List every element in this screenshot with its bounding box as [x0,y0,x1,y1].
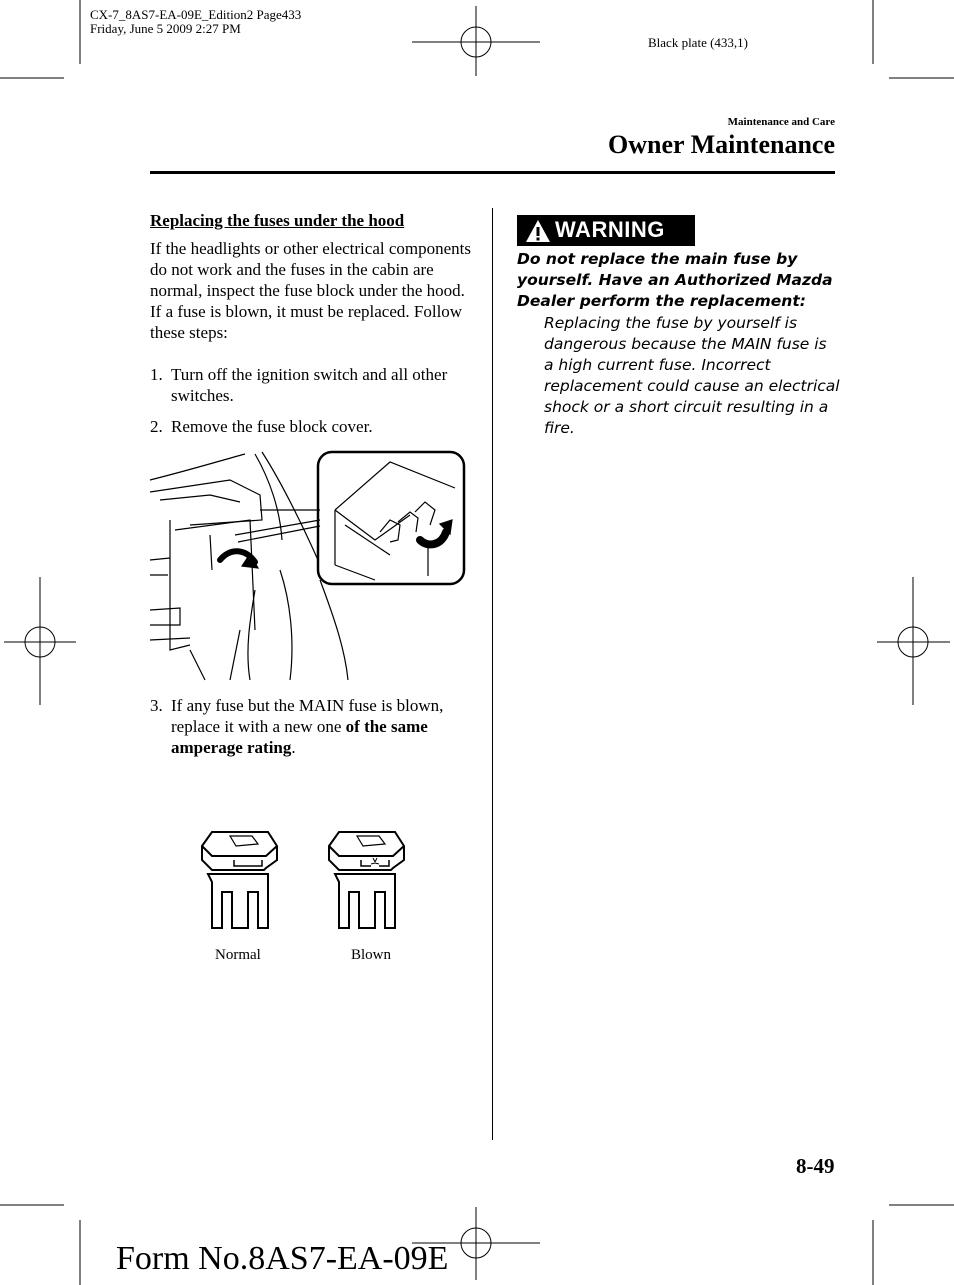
subheading: Replacing the fuses under the hood [150,211,405,230]
step-2 [150,416,470,437]
fuse-normal-illustration [200,828,280,928]
step-number: 2. [150,417,163,436]
step-text-before: If any fuse but the MAIN fuse is blown, replace it with a new one [171,696,444,736]
warning-lead: Do not replace the main fuse by yourself. Have an Authorized Mazda Dealer perform the replacement: [517,250,833,310]
plate-info: Black plate (433,1) [648,35,748,50]
warning-label: WARNING [555,217,665,242]
warning-badge [517,215,695,246]
print-info-line2: Friday, June 5 2009 2:27 PM [90,21,241,36]
page-title: Owner Maintenance [608,130,835,159]
step-3 [150,695,470,758]
step-text: Remove the fuse block cover. [171,417,373,436]
step-text-after: . [291,738,296,757]
page-number: 8-49 [796,1154,835,1178]
header-rule [150,171,835,174]
warning-triangle-icon [525,219,551,243]
column-divider [492,208,493,1140]
intro-paragraph: If the headlights or other electrical components do not work and the fuses in the cabin are normal, inspect the fuse block under the hood. If a fuse is blown, it must be replaced. Follow these steps: [150,239,471,342]
step-1 [150,364,470,406]
step-number: 1. [150,365,163,384]
print-info-line1: CX-7_8AS7-EA-09E_Edition2 Page433 [90,7,302,22]
section-name: Maintenance and Care [727,116,835,128]
fuse-blown-illustration [327,828,407,928]
form-number: Form No.8AS7-EA-09E [116,1240,449,1277]
step-text-bold: of the same amperage rating [171,717,428,757]
print-info [90,8,301,36]
step-number: 3. [150,696,163,715]
fuse-block-illustration [150,450,470,680]
fuse-caption-normal: Normal [215,947,261,963]
step-text [171,695,470,758]
warning-body: Replacing the fuse by yourself is dangerous because the MAIN fuse is a high current fuse. Incorrect replacement could cause an electrical shock or a short circuit resulting in a fire. [544,314,840,437]
fuse-caption-blown: Blown [351,947,392,963]
step-text: Turn off the ignition switch and all other switches. [171,365,448,405]
